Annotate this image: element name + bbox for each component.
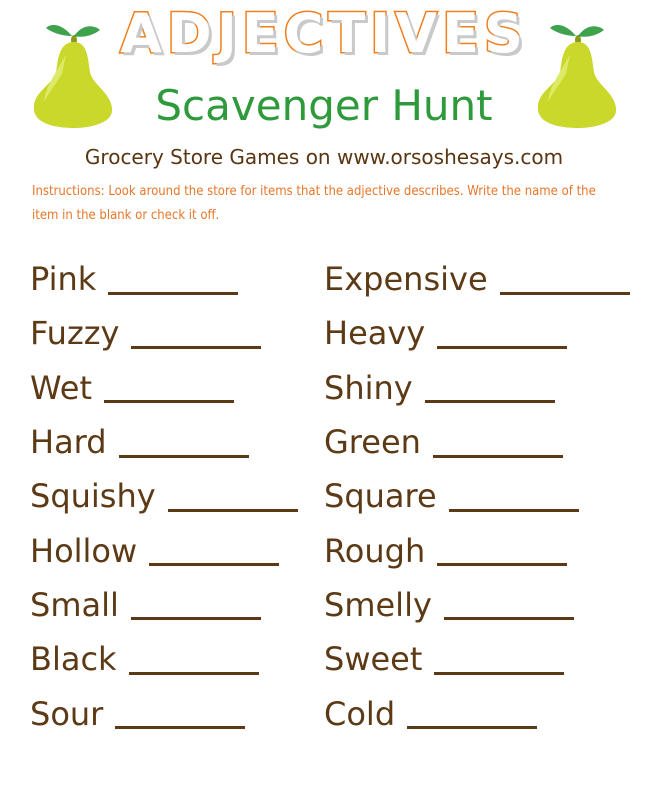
answer-blank[interactable] — [115, 726, 245, 729]
list-item — [324, 632, 630, 686]
answer-blank[interactable] — [500, 292, 630, 295]
answer-blank[interactable] — [149, 563, 279, 566]
answer-blank[interactable] — [131, 617, 261, 620]
adjective-label: Pink — [30, 260, 97, 299]
answer-blank[interactable] — [437, 346, 567, 349]
adjective-label: Sour — [30, 694, 104, 733]
adjective-label: Wet — [30, 368, 92, 407]
answer-blank[interactable] — [104, 400, 234, 403]
list-item — [30, 632, 298, 686]
byline: Grocery Store Games on www.orsoshesays.com — [84, 145, 564, 169]
answer-blank[interactable] — [168, 509, 298, 512]
adjective-label: Heavy — [324, 314, 426, 353]
adjective-label: Green — [324, 423, 421, 462]
page-subtitle: Scavenger Hunt — [155, 81, 493, 130]
list-item — [30, 306, 298, 360]
adjective-label: Sweet — [324, 640, 423, 679]
adjective-label: Squishy — [30, 477, 156, 516]
instructions: Instructions: Look around the store for items that the adjective describes. Write the name of the item in the blank or check it off. — [32, 184, 596, 223]
adjective-label: Black — [30, 640, 117, 679]
answer-blank[interactable] — [119, 455, 249, 458]
adjective-label: Small — [30, 585, 119, 624]
answer-blank[interactable] — [425, 400, 555, 403]
adjective-label: Smelly — [324, 585, 432, 624]
adjective-label: Rough — [324, 531, 426, 570]
list-item — [324, 252, 630, 306]
answer-blank[interactable] — [108, 292, 238, 295]
answer-blank[interactable] — [437, 563, 567, 566]
answer-blank[interactable] — [444, 617, 574, 620]
list-item — [324, 415, 630, 469]
list-item — [324, 469, 630, 523]
list-item — [30, 578, 298, 632]
list-item — [324, 686, 630, 740]
page-title: ADJECTIVES — [120, 2, 528, 65]
list-item — [324, 578, 630, 632]
adjective-label: Fuzzy — [30, 314, 120, 353]
list-item — [30, 523, 298, 577]
adjective-label: Cold — [324, 694, 396, 733]
list-item — [324, 361, 630, 415]
list-item — [30, 361, 298, 415]
adjective-label: Square — [324, 477, 437, 516]
list-item — [324, 523, 630, 577]
adjective-label: Hard — [30, 423, 107, 462]
list-item — [324, 306, 630, 360]
answer-blank[interactable] — [407, 726, 537, 729]
adjective-label: Hollow — [30, 531, 138, 570]
answer-blank[interactable] — [449, 509, 579, 512]
list-item — [30, 252, 298, 306]
adjective-label: Shiny — [324, 368, 413, 407]
adjective-list-left — [30, 252, 298, 741]
answer-blank[interactable] — [129, 672, 259, 675]
list-item — [30, 686, 298, 740]
adjective-list-right — [324, 252, 630, 741]
adjective-label: Expensive — [324, 260, 488, 299]
answer-blank[interactable] — [434, 672, 564, 675]
answer-blank[interactable] — [131, 346, 261, 349]
list-item — [30, 469, 298, 523]
answer-blank[interactable] — [433, 455, 563, 458]
list-item — [30, 415, 298, 469]
